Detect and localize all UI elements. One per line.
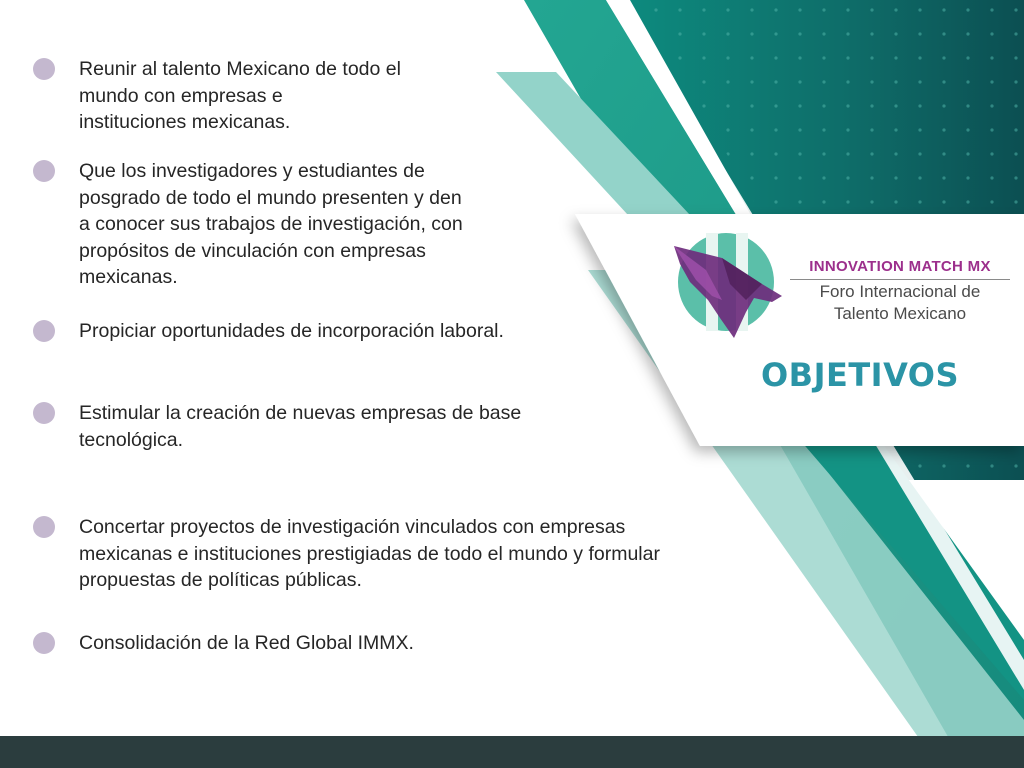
objective-line: a conocer sus trabajos de investigación, con — [79, 213, 463, 235]
objective-item-2 — [33, 158, 463, 291]
bullet-dot-icon — [33, 516, 55, 538]
objective-item-6 — [33, 630, 414, 657]
brand-subtitle-line1: Foro Internacional de — [819, 282, 981, 301]
slide-heading: OBJETIVOS — [760, 356, 960, 394]
objective-line: Consolidación de la Red Global IMMX. — [79, 632, 414, 654]
objective-line: propósitos de vinculación con empresas — [79, 239, 426, 262]
objective-item-3 — [33, 318, 504, 345]
bullet-dot-icon — [33, 402, 55, 424]
objective-line: Que los investigadores y estudiantes de — [79, 160, 425, 182]
brand-block — [790, 258, 1010, 324]
objective-line: mexicanas e instituciones prestigiadas de todo el mundo y formular — [79, 542, 660, 565]
objective-line: Reunir al talento Mexicano de todo el — [79, 58, 401, 80]
objective-text — [79, 158, 463, 291]
bullet-dot-icon — [33, 160, 55, 182]
bullet-dot-icon — [33, 632, 55, 654]
bullet-dot-icon — [33, 58, 55, 80]
bullet-dot-icon — [33, 320, 55, 342]
objective-line: mundo con empresas e — [79, 84, 283, 107]
objective-line: propuestas de políticas públicas. — [79, 569, 362, 591]
objective-item-1 — [33, 56, 401, 136]
objective-line: tecnológica. — [79, 428, 184, 451]
objective-line: Concertar proyectos de investigación vinculados con empresas — [79, 516, 626, 538]
objective-item-4 — [33, 400, 521, 453]
objective-text — [79, 514, 660, 594]
objective-line: Propiciar oportunidades de incorporación laboral. — [79, 320, 504, 342]
objective-text — [79, 318, 504, 345]
objective-line: mexicanas. — [79, 266, 178, 288]
objective-text — [79, 630, 414, 657]
objective-line: instituciones mexicanas. — [79, 111, 291, 133]
objective-line: posgrado de todo el mundo presenten y den — [79, 186, 462, 209]
objective-line: Estimular la creación de nuevas empresas de base — [79, 402, 522, 424]
brand-title: INNOVATION MATCH MX — [790, 258, 1010, 280]
brand-subtitle-line2: Talento Mexicano — [833, 304, 967, 323]
objective-item-5 — [33, 514, 660, 594]
objective-text — [79, 400, 521, 453]
objective-text — [79, 56, 401, 136]
